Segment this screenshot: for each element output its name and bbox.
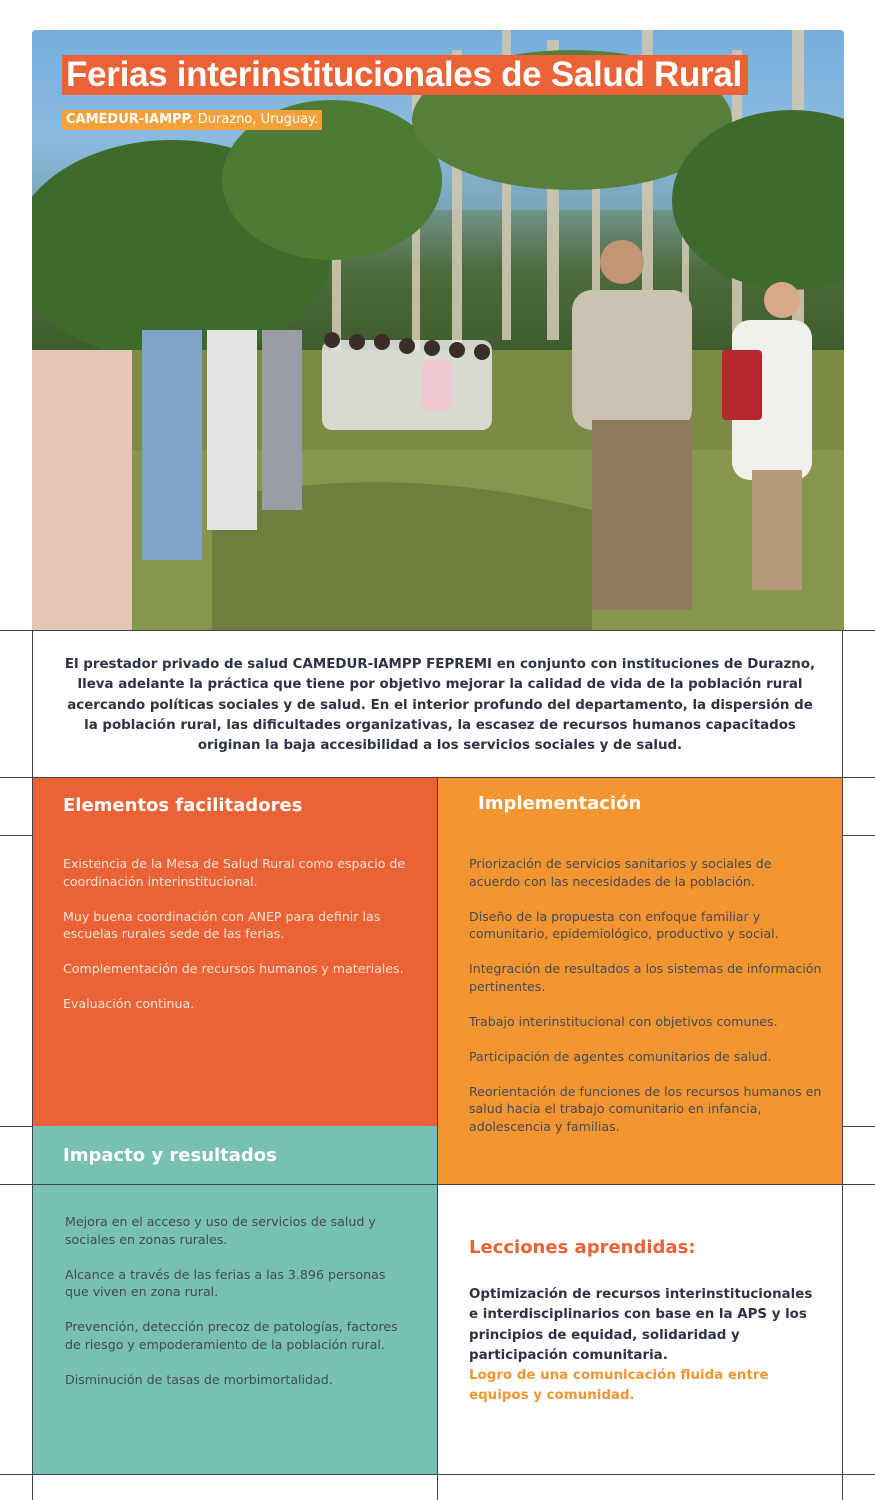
divider — [842, 630, 843, 1500]
lecciones-highlight: Logro de una comunicación fluida entre equipos y comunidad. — [469, 1368, 769, 1404]
list-item: Priorización de servicios sanitarios y sociales de acuerdo con las necesidades de la población. — [469, 856, 780, 889]
implementacion-title: Implementación — [478, 793, 642, 814]
intro-paragraph: El prestador privado de salud CAMEDUR-IAMPP FEPREMI en conjunto con instituciones de Durazno, lleva adelante la práctica que tiene por objetivo mejorar la calidad de vida de la población rural acercando políticas sociales y de salud. En el interior profundo del departamento, la dispersión de la población rural, las dificultades organizativas, la escasez de recursos humanos capacitados originan la baja accesibilidad a los servicios sociales y de salud. — [64, 657, 816, 754]
implementacion-list — [469, 855, 824, 1153]
facilitadores-title: Elementos facilitadores — [63, 795, 303, 816]
list-item: Complementación de recursos humanos y materiales. — [63, 961, 404, 976]
page-title: Ferias interinstitucionales de Salud Rural — [62, 55, 748, 95]
list-item: Trabajo interinstitucional con objetivos comunes. — [469, 1013, 778, 1029]
list-item: Prevención, detección precoz de patologías, factores de riesgo y empoderamiento de la población rural. — [65, 1319, 398, 1352]
divider — [842, 1126, 875, 1127]
list-item: Existencia de la Mesa de Salud Rural como espacio de coordinación interinstitucional. — [63, 856, 406, 889]
divider — [0, 1126, 33, 1127]
lecciones-main-text: Optimización de recursos interinstitucionales e interdisciplinarios con base en la APS y los principios de equidad, solidaridad y participación comunitaria. — [469, 1287, 813, 1363]
list-item: Integración de resultados a los sistemas de información pertinentes. — [469, 961, 822, 994]
list-item: Evaluación continua. — [63, 996, 195, 1011]
list-item: Alcance a través de las ferias a las 3.896 personas que viven en zona rural. — [65, 1266, 386, 1299]
list-item: Diseño de la propuesta con enfoque familiar y comunitario, epidemiológico, productivo y social. — [469, 908, 779, 941]
divider — [0, 630, 875, 631]
list-item: Participación de agentes comunitarios de salud. — [469, 1048, 772, 1064]
list-item: Mejora en el acceso y uso de servicios de salud y sociales en zonas rurales. — [65, 1214, 376, 1247]
organization-name: CAMEDUR-IAMPP. — [66, 112, 194, 127]
location-text: Durazno, Uruguay. — [193, 112, 319, 127]
impacto-title: Impacto y resultados — [63, 1145, 277, 1166]
impacto-list — [65, 1213, 410, 1406]
list-item: Muy buena coordinación con ANEP para definir las escuelas rurales sede de las ferias. — [63, 908, 381, 941]
divider — [33, 1184, 437, 1185]
lecciones-title: Lecciones aprendidas: — [469, 1237, 696, 1258]
list-item: Reorientación de funciones de los recursos humanos en salud hacia el trabajo comunitario en infancia, adolescencia y familias. — [469, 1083, 822, 1134]
list-item: Disminución de tasas de morbimortalidad. — [65, 1371, 333, 1387]
lecciones-text — [469, 1285, 819, 1407]
facilitadores-list — [63, 855, 418, 1030]
page-subtitle — [62, 110, 322, 130]
